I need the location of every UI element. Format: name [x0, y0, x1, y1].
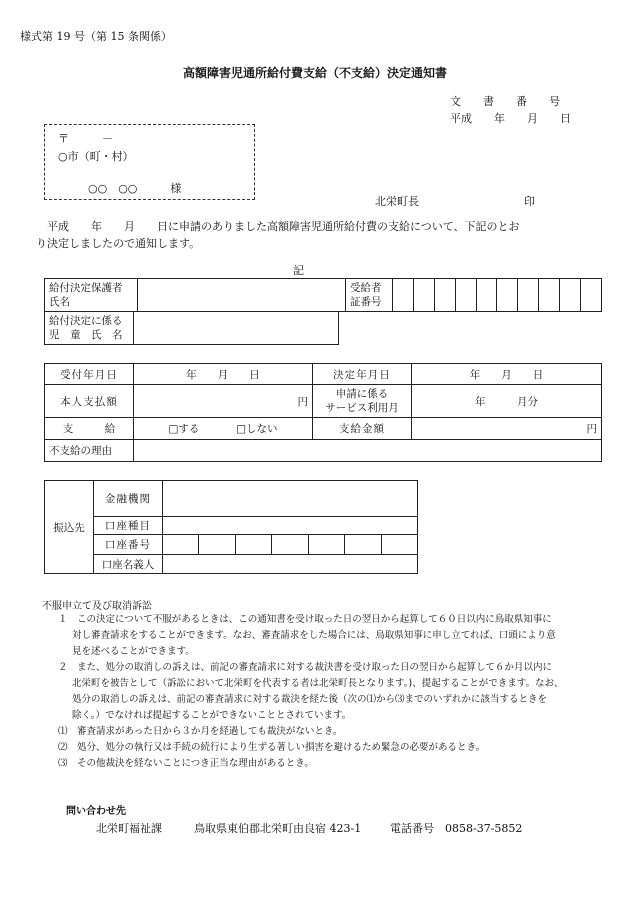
child-name-field[interactable]	[134, 312, 339, 345]
recipient-label-line-2: 証番号	[349, 296, 382, 308]
guardian-name-field[interactable]	[138, 279, 346, 312]
appeal-line: １ この決定について不服があるときは、この通知書を受け取った日の翌日から起算して６０日以内に鳥取県知事に	[58, 614, 552, 625]
service-month-label	[313, 385, 412, 418]
payment-no-checkbox[interactable]: □しない	[236, 423, 278, 435]
guardian-table	[44, 278, 602, 312]
received-date-label: 受付年月日	[45, 364, 134, 385]
contact-phone: 電話番号 0858-37-5852	[390, 822, 523, 835]
payment-label: 支 給	[45, 418, 134, 440]
child-label	[45, 312, 134, 345]
document-number: 文 書 番 号	[450, 95, 560, 108]
account-digit[interactable]	[345, 535, 381, 555]
contact-heading: 問い合わせ先	[66, 806, 126, 817]
self-pay-field[interactable]: 円	[134, 385, 313, 418]
account-type-label: 口座種目	[94, 517, 163, 535]
bank-field[interactable]	[163, 481, 418, 517]
account-digit[interactable]	[381, 535, 417, 555]
document-title: 高額障害児通所給付費支給（不支給）決定通知書	[182, 66, 447, 80]
recipient-digit[interactable]	[413, 279, 434, 312]
guardian-label-line-1: 給付決定保護者	[49, 282, 123, 294]
account-type-field[interactable]	[163, 517, 418, 535]
document-date: 平成 年 月 日	[450, 112, 571, 125]
decided-date-field[interactable]: 年 月 日	[412, 364, 602, 385]
contact-address: 鳥取県東伯郡北栄町由良宿 423-1	[194, 822, 362, 835]
transfer-label: 振込先	[45, 481, 94, 574]
service-label-line-1: 申請に係る	[335, 388, 389, 400]
appeal-line: 見を述べることができます。	[72, 646, 195, 657]
recipient-digit[interactable]	[518, 279, 539, 312]
recipient-name: ○○ ○○ 様	[88, 182, 182, 195]
account-holder-field[interactable]	[163, 555, 418, 574]
recipient-digit[interactable]	[455, 279, 476, 312]
account-digit[interactable]	[199, 535, 235, 555]
appeal-line: ⑴ 審査請求があった日から３か月を経過しても裁決がないとき。	[58, 726, 343, 737]
payment-amount-field[interactable]: 円	[412, 418, 602, 440]
guardian-label-line-2: 氏名	[49, 296, 70, 308]
recipient-digit[interactable]	[476, 279, 497, 312]
intro-line-2: り決定しましたので通知します。	[36, 237, 201, 250]
decided-date-label: 決定年月日	[313, 364, 412, 385]
account-digit[interactable]	[308, 535, 344, 555]
account-digit[interactable]	[163, 535, 199, 555]
recipient-label-line-1: 受給者	[349, 282, 382, 294]
appeal-line: 処分の取消しの訴えは、前記の審査請求に対する裁決を経た後（次の⑴から⑶までのいずれかに該当するときを	[72, 694, 548, 705]
service-label-line-2: サービス利用月	[325, 402, 399, 414]
child-table	[44, 311, 339, 345]
received-date-field[interactable]: 年 月 日	[134, 364, 313, 385]
appeal-line: ⑶ その他裁決を経ないことにつき正当な理由があるとき。	[58, 758, 314, 769]
form-reference: 様式第 19 号（第 15 条関係）	[20, 30, 172, 43]
non-payment-reason-label: 不支給の理由	[45, 440, 134, 462]
account-digit[interactable]	[272, 535, 308, 555]
recipient-digit[interactable]	[392, 279, 413, 312]
payment-amount-label: 支給金額	[313, 418, 412, 440]
account-digit[interactable]	[235, 535, 271, 555]
appeal-line: 北栄町を被告として（訴訟において北栄町を代表する者は北栄町長となります。)、提起することができます。なお、	[72, 678, 564, 689]
appeal-line: ⑵ 処分、処分の執行又は手続の続行により生ずる著しい損害を避けるため緊急の必要があるとき。	[58, 742, 486, 753]
contact-department: 北栄町福祉課	[96, 822, 162, 835]
ki-label: 記	[293, 264, 304, 277]
recipient-digit[interactable]	[434, 279, 455, 312]
recipient-city: ○市（町・村）	[58, 150, 134, 163]
child-label-line-2: 児 童 氏 名	[49, 329, 123, 341]
recipient-number-label	[345, 279, 392, 312]
appeal-line: 除く。）でなければ提起することができないこととされています。	[72, 710, 352, 721]
account-number-label: 口座番号	[94, 535, 163, 555]
recipient-digit[interactable]	[497, 279, 518, 312]
payment-yes-checkbox[interactable]: □する	[168, 423, 200, 435]
appeal-line: ２ また、処分の取消しの訴えは、前記の審査請求に対する裁決書を受け取った日の翌日から起算して６か月以内に	[58, 662, 553, 673]
recipient-digit[interactable]	[580, 279, 601, 312]
postal-code: 〒 －	[58, 132, 113, 145]
appeal-heading: 不服申立て及び取消訴訟	[42, 601, 152, 612]
service-month-field[interactable]: 年 月分	[412, 385, 602, 418]
self-pay-label: 本人支払額	[45, 385, 134, 418]
account-holder-label: 口座名義人	[94, 555, 163, 574]
transfer-table	[44, 480, 418, 574]
child-label-line-1: 給付決定に係る	[49, 315, 123, 327]
recipient-digit[interactable]	[560, 279, 581, 312]
appeal-line: 対し審査請求をすることができます。なお、審査請求をした場合には、鳥取県知事に申し立てれば、口頭により意	[72, 630, 556, 641]
sender-name: 北栄町長	[375, 195, 419, 208]
recipient-digit[interactable]	[539, 279, 560, 312]
non-payment-reason-field[interactable]	[134, 440, 602, 462]
payment-options	[134, 418, 313, 440]
guardian-label	[45, 279, 138, 312]
decision-table	[44, 363, 602, 462]
seal-mark: 印	[524, 195, 535, 208]
bank-label: 金融機関	[94, 481, 163, 517]
intro-line-1: 平成 年 月 日に申請のありました高額障害児通所給付費の支給について、下記のとお	[36, 220, 520, 233]
